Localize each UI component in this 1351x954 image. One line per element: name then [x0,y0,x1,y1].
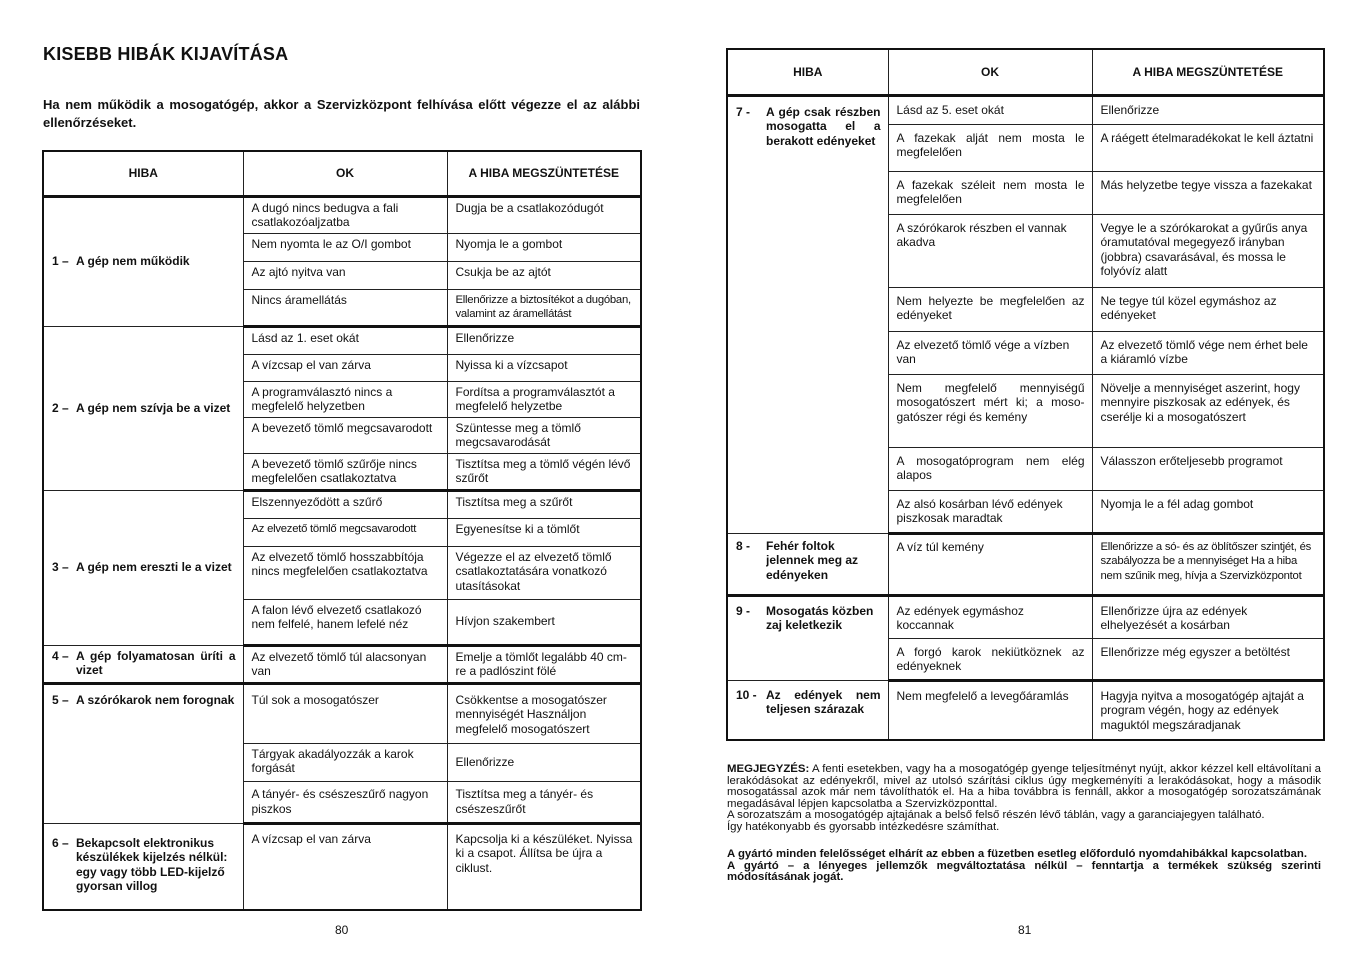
fix-cell: Ellenőrizze a só- és az öblítőszer szintjét, és szabályozza be a mennyiséget Ha a hiba nem szűnik meg, hívja a Szervizközpontot [1092,533,1324,595]
fix-cell: Tisztítsa meg a tányér- és csészeszűrőt [447,781,641,823]
table-row [43,645,641,683]
cause-cell: Nem nyomta le az O/I gombot [243,233,447,261]
fix-cell: Csukja be az ajtót [447,261,641,289]
cause-cell: A fazekak széleit nem mosta le megfelelően [888,171,1092,214]
fix-cell: Ellenőrizze még egyszer a betöltést [1092,638,1324,680]
note-paragraph [727,764,1321,810]
cause-cell: A falon lévő elvezető csatlakozó nem felfelé, hanem lefelé néz [243,599,447,645]
fix-cell: Nyissa ki a vízcsapot [447,354,641,381]
fix-cell: Tisztítsa meg a tömlő végén lévő szűrőt [447,453,641,490]
note-text-2: A sorozatszám a mosogatógép ajtajának a belső felső részén lévő táblán, vagy a garanciajegyen található. [727,809,1265,821]
cause-cell: Túl sok a mosogatószer [243,683,447,743]
fix-cell: Hívjon szakembert [447,599,641,645]
cause-cell: A programválasztó nincs a megfelelő helyzetben [243,381,447,417]
cause-cell: Az elvezető tömlő vége a vízben van [888,331,1092,374]
fix-cell: Ellenőrizze [447,743,641,781]
cause-cell: A bevezető tömlő megcsavarodott [243,417,447,453]
note-text-3: Így hatékonyabb és gyorsabb intézkedésre számíthat. [727,820,1000,833]
cause-cell: A mosogatóprogram nem elég alapos [888,447,1092,490]
fix-cell: Ellenőrizze a biztosítékot a dugóban, valamint az áramellátást [447,289,641,326]
cause-cell: Tárgyak akadályozzák a karok forgását [243,743,447,781]
fix-cell: Egyenesítse ki a tömlőt [447,518,641,546]
cause-cell: Nincs áramellátás [243,289,447,326]
troubleshooting-table-right [726,48,1325,741]
cause-cell: A vízcsap el van zárva [243,354,447,381]
fix-cell: Végezze el az elvezető tömlő csatlakoztatására vonatkozó utasításokat [447,546,641,599]
table-row [43,326,641,354]
problem-cell-9: 9 - Mosogatás közben zaj keletkezik [727,595,888,680]
cause-cell: Elszennyeződött a szűrő [243,490,447,518]
page-number-right: 81 [1018,923,1032,937]
fix-cell: Kapcsolja ki a készüléket. Nyissa ki a csapot. Állítsa be újra a ciklust. [447,823,641,910]
cause-cell: Az elvezető tömlő megcsavarodott [243,518,447,546]
fix-cell: Fordítsa a programválasztót a megfelelő helyzetbe [447,381,641,417]
table-row [727,680,1324,740]
fix-cell: Vegye le a szórókarokat a gyűrűs anya óramutatóval megegyező irányban (jobbra) csavarásával, és mossa le folyóvíz alatt [1092,214,1324,287]
cause-cell: Nem megfelelő a levegőáramlás [888,680,1092,740]
problem-cell-7: 7 - A gép csak részben mosogatta el a berakott edényeket [727,95,888,533]
fix-cell: Ellenőrizze újra az edények elhelyezését a kosárban [1092,595,1324,638]
table-row [727,595,1324,638]
fix-cell: Emelje a tömlőt legalább 40 cm-re a padlószint fölé [447,645,641,683]
header-hiba: HIBA [727,49,888,95]
fix-cell: Növelje a mennyiséget aszerint, hogy mennyire piszkosak az edények, és cserélje ki a mosogatószert [1092,374,1324,447]
cause-cell: A forgó karok nekiütköznek az edényeknek [888,638,1092,680]
fix-cell: Csökkentse a mosogatószer mennyiségét Használjon megfelelő mosogatószert [447,683,641,743]
cause-cell: A tányér- és csészeszűrő nagyon piszkos [243,781,447,823]
disclaimer-2: A gyártó – a lényeges jellemzők megváltoztatása nélkül – fenntartja a termékek szükség szerinti módosításának jogát. [727,859,1321,883]
fix-cell: Nyomja le a gombot [447,233,641,261]
header-hiba: HIBA [43,151,243,196]
page-number-left: 80 [335,923,349,937]
fix-cell: Más helyzetbe tegye vissza a fazekakat [1092,171,1324,214]
cause-cell: A vízcsap el van zárva [243,823,447,910]
cause-cell: Az alsó kosárban lévő edények piszkosak maradtak [888,490,1092,533]
fix-cell: Ellenőrizze [1092,95,1324,124]
problem-cell-10: 10 - Az edények nem teljesen szárazak [727,680,888,740]
cause-cell: Az elvezető tömlő túl alacsonyan van [243,645,447,683]
fix-cell: Tisztítsa meg a szűrőt [447,490,641,518]
cause-cell: A dugó nincs bedugva a fali csatlakozóaljzatba [243,196,447,233]
fix-cell: Az elvezető tömlő vége nem érhet bele a kiáramló vízbe [1092,331,1324,374]
note-text: A fenti esetekben, vagy ha a mosogatógép gyenge teljesítményt nyújt, akkor kézzel kell eltávolítani a lerakódásokat az edényekről, mivel az utolsó szárítási ciklus úgy megkeményíti a lerakódásokat, hogy a második mosogatással azok már nem távolíthatók el. Ha a hiba továbbra is fennáll, akkor a mosogatógép sorozatszámának megadásával lépjen kapcsolatba a Szervizközponttal. [727,763,1321,810]
header-ok: OK [888,49,1092,95]
intro-paragraph: Ha nem működik a mosogatógép, akkor a Szervizközpont felhívása előtt végezze el az alábbi ellenőrzéseket. [43,97,640,130]
cause-cell: Lásd az 1. eset okát [243,326,447,354]
table-header-row [727,49,1324,95]
cause-cell: Az ajtó nyitva van [243,261,447,289]
problem-cell-5: 5 – A szórókarok nem forognak [43,683,243,823]
table-row [43,196,641,233]
note-label: MEGJEGYZÉS: [727,763,810,775]
fix-cell: Ne tegye túl közel egymáshoz az edényeket [1092,287,1324,331]
fix-cell: Ellenőrizze [447,326,641,354]
problem-cell-2: 2 – A gép nem szívja be a vizet [43,326,243,490]
cause-cell: Az edények egymáshoz koccannak [888,595,1092,638]
cause-cell: A szórókarok részben el vannak akadva [888,214,1092,287]
cause-cell: Nem helyezte be megfelelően az edényeket [888,287,1092,331]
cause-cell: Nem megfelelő mennyiségű mosogatószert mért ki; a moso- gatószer régi és kemény [888,374,1092,447]
table-row [727,95,1324,124]
table-row [43,490,641,518]
cause-cell: A bevezető tömlő szűrője nincs megfelelően csatlakoztatva [243,453,447,490]
cause-cell: A fazekak alját nem mosta le megfelelően [888,124,1092,171]
fix-cell: Válasszon erőteljesebb programot [1092,447,1324,490]
disclaimer-1: A gyártó minden felelősséget elhárít az ebben a füzetben esetleg előforduló nyomdahibákkal kapcsolatban. [727,848,1308,860]
page-title: KISEBB HIBÁK KIJAVÍTÁSA [43,44,289,64]
table-row [43,823,641,910]
problem-cell-8: 8 - Fehér foltok jelennek meg az edényeken [727,533,888,595]
cause-cell: Lásd az 5. eset okát [888,95,1092,124]
fix-cell: Dugja be a csatlakozódugót [447,196,641,233]
header-fix: A HIBA MEGSZÜNTETÉSE [1092,49,1324,95]
table-row [727,533,1324,595]
cause-cell: Az elvezető tömlő hosszabbítója nincs megfelelően csatlakoztatva [243,546,447,599]
troubleshooting-table-left [42,150,642,911]
fix-cell: Hagyja nyitva a mosogatógép ajtaját a program végén, hogy az edények maguktól megszáradjanak [1092,680,1324,740]
fix-cell: Nyomja le a fél adag gombot [1092,490,1324,533]
header-fix: A HIBA MEGSZÜNTETÉSE [447,151,641,196]
fix-cell: A ráégett ételmaradékokat le kell áztatni [1092,124,1324,171]
header-ok: OK [243,151,447,196]
fix-cell: Szüntesse meg a tömlő megcsavarodását [447,417,641,453]
table-row [43,683,641,743]
problem-cell-6: 6 – Bekapcsolt elektronikus készülékek kijelzés nélkül: egy vagy több LED-kijelző gyorsan villog [43,823,243,910]
problem-cell-4: 4 – A gép folyamatosan üríti a vizet [43,645,243,683]
note-section [727,764,1321,884]
table-header-row [43,151,641,196]
problem-cell-3: 3 – A gép nem ereszti le a vizet [43,490,243,645]
problem-cell-1: 1 – A gép nem működik [43,196,243,326]
cause-cell: A víz túl kemény [888,533,1092,595]
